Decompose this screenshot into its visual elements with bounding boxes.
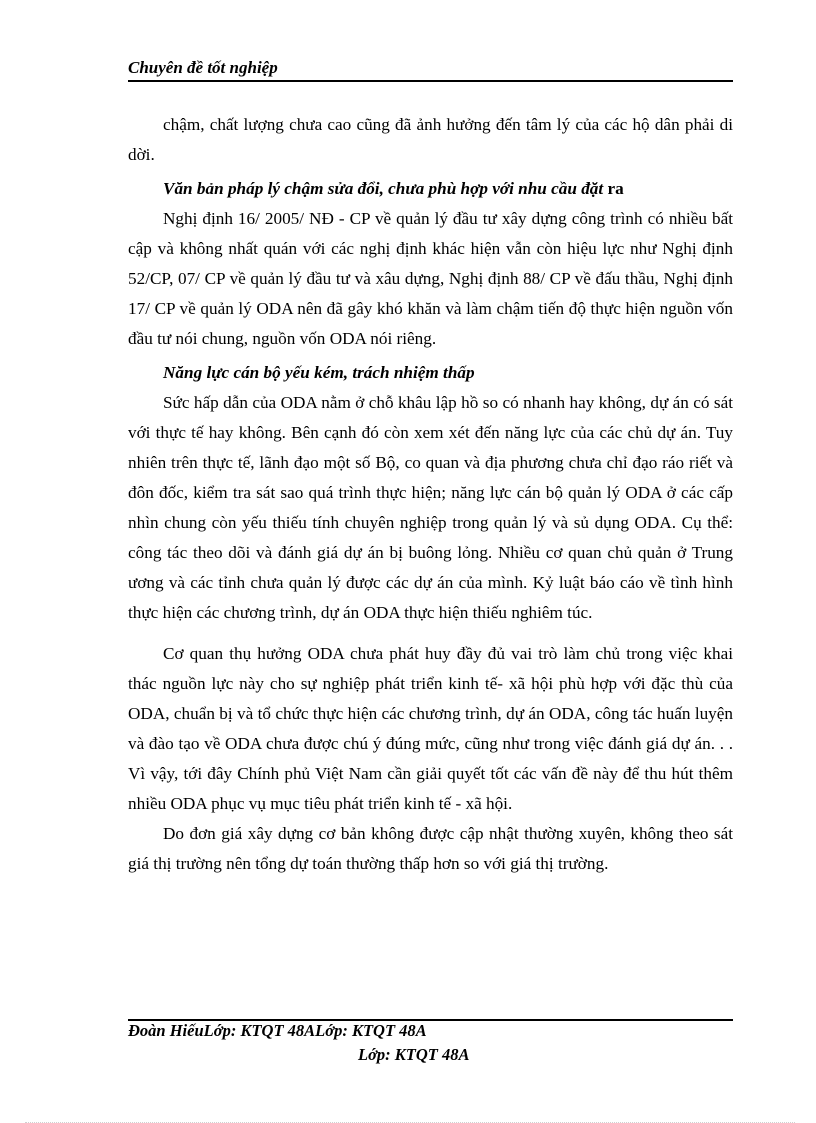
paragraph-beneficiary: Cơ quan thụ hưởng ODA chưa phát huy đầy đủ vai trò làm chủ trong việc khai thác nguồn lực này cho sự nghiệp phát triển kinh tế- xã hội phù hợp với đặc thù của ODA, chuẩn bị và tổ chức thực hiện các chương trình, dự án ODA, công tác huấn luyện và đào tạo về ODA chưa được chú ý đúng mức, cũng như trong việc đánh giá dự án. . . Vì vậy, tới đây Chính phủ Việt Nam cần giải quyết tốt các vấn đề này để thu hút thêm nhiều ODA phục vụ mục tiêu phát triển kinh tế - xã hội. [128,644,733,813]
heading-tail-text: ra [607,179,624,198]
document-body [128,110,733,879]
paragraph-continuation: chậm, chất lượng chưa cao cũng đã ảnh hưởng đến tâm lý của các hộ dân phải di dời. [128,115,733,164]
paragraph-decree: Nghị định 16/ 2005/ NĐ - CP về quản lý đầu tư xây dựng công trình có nhiều bất cập và không nhất quán với các nghị định khác hiện vẫn còn hiệu lực như Nghị định 52/CP, 07/ CP về quản lý đầu tư và xâu dựng, Nghị định 88/ CP về đấu thầu, Nghị định 17/ CP về quản lý ODA nên đã gây khó khăn và làm chậm tiến độ thực hiện nguồn vốn đầu tư nói chung, nguồn vốn ODA nói riêng. [128,209,733,348]
header-rule [128,80,733,82]
section-heading-legal [128,174,733,204]
footer-author-line: Đoàn HiếuLớp: KTQT 48ALớp: KTQT 48A [128,1021,427,1040]
section-heading-capacity: Năng lực cán bộ yếu kém, trách nhiệm thấp [163,363,475,382]
paragraph-unit-price: Do đơn giá xây dựng cơ bản không được cập nhật thường xuyên, không theo sát giá thị trường nên tổng dự toán thường thấp hơn so với giá thị trường. [128,824,733,873]
paragraph-oda-attraction: Sức hấp dẫn của ODA nằm ở chỗ khâu lập hồ so có nhanh hay không, dự án có sát với thực tế hay không. Bên cạnh đó còn xem xét đến năng lực của các chủ dự án. Tuy nhiên trên thực tế, lãnh đạo một số Bộ, co quan và địa phương chưa chỉ đạo ráo riết và đôn đốc, kiểm tra sát sao quá trình thực hiện; năng lực cán bộ quản lý ODA ở các cấp nhìn chung còn yếu thiếu tính chuyên nghiệp trong quản lý và sủ dụng ODA. Cụ thể: công tác theo dõi và đánh giá dự án bị buông lỏng. Nhiều cơ quan chủ quản ở Trung ương và các tỉnh chưa quản lý được các dự án của mình. Kỷ luật báo cáo về tình hình thực hiện các chương trình, dự án ODA thực hiện thiếu nghiêm túc. [128,393,733,622]
footer-class-line: Lớp: KTQT 48A [358,1045,470,1064]
running-header: Chuyên đề tốt nghiệp [128,58,278,77]
heading-main-text: Văn bản pháp lý chậm sửa đổi, chưa phù hợp với nhu cầu đặt [163,179,604,198]
